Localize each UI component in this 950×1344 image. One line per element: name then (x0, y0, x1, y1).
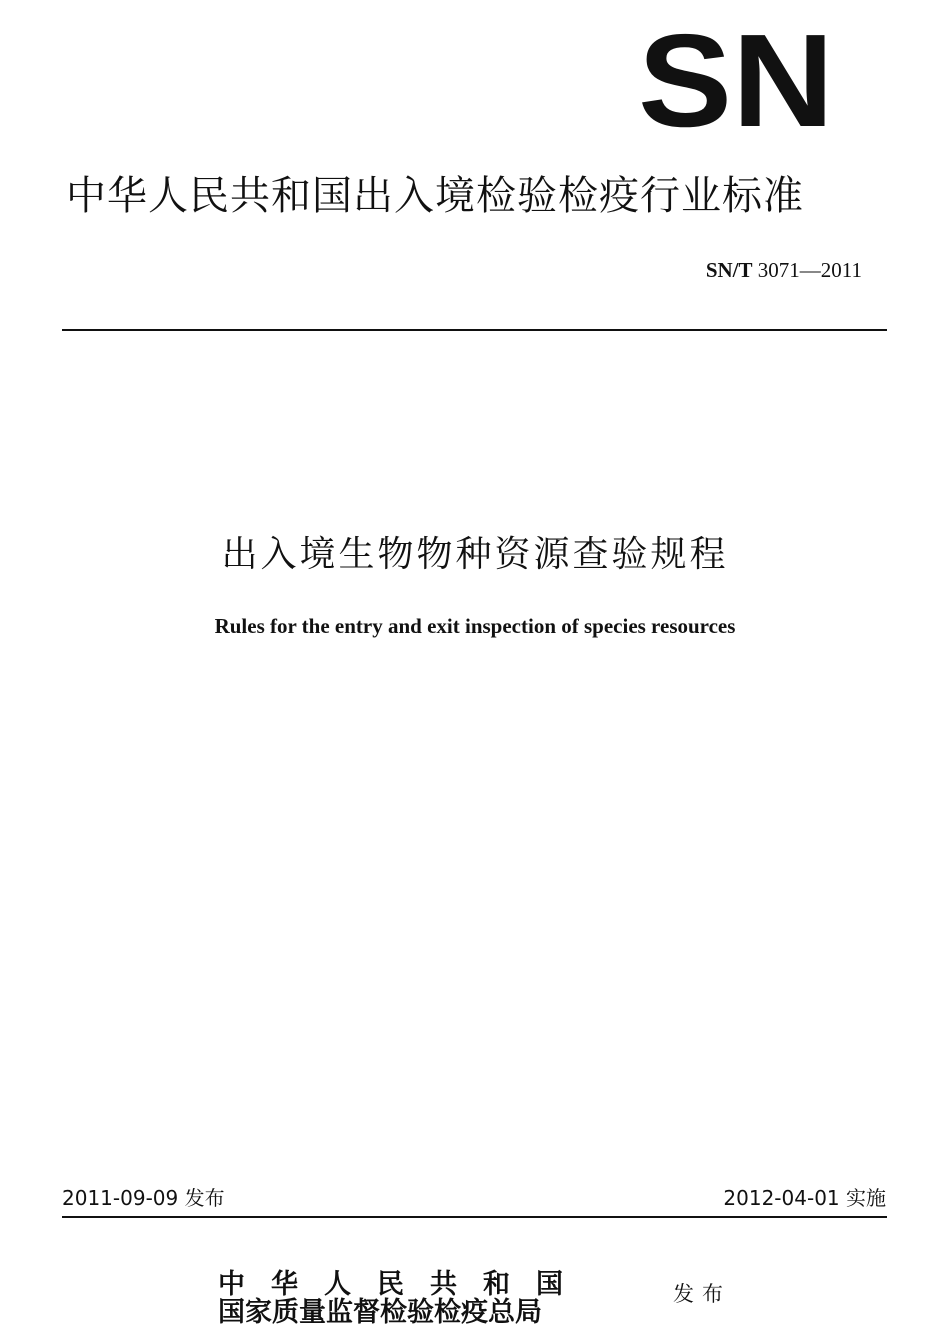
standard-prefix: SN/T (705, 258, 753, 282)
issue-date: 2011-09-09 发布 (62, 1186, 225, 1210)
sn-logo-graphic (636, 24, 836, 134)
header-title: 中华人民共和国出入境检验检疫行业标准 (66, 173, 804, 219)
document-title-cn: 出入境生物物种资源查验规程 (221, 534, 729, 575)
top-divider (62, 329, 887, 331)
sn-logo (636, 24, 836, 134)
document-title-en: Rules for the entry and exit inspection of species resources (214, 614, 736, 638)
logo-text: SN (638, 24, 834, 134)
bottom-divider (62, 1216, 887, 1218)
standard-code (706, 258, 862, 283)
implementation-date: 2012-04-01 实施 (723, 1186, 886, 1210)
publish-label: 发布 (673, 1282, 731, 1306)
issuer-line-1: 中华人民共和国 (218, 1269, 589, 1300)
issuer-line-2: 国家质量监督检验检疫总局 (218, 1297, 542, 1328)
standard-number: 3071—2011 (757, 258, 862, 282)
